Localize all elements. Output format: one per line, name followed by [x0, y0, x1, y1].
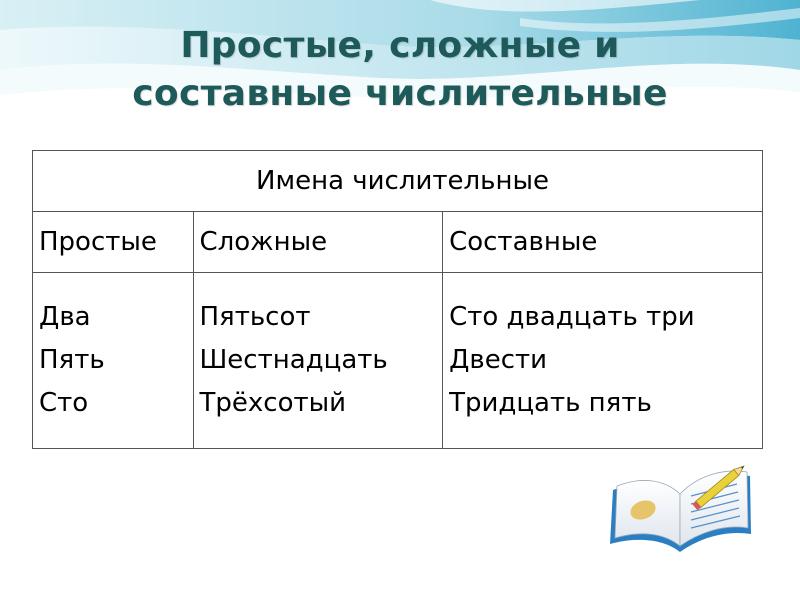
- value-item: Трёхсотый: [199, 388, 347, 418]
- value-item: Двести: [449, 345, 548, 375]
- value-item: Пятьсот: [199, 302, 311, 332]
- numerals-table: [32, 150, 763, 449]
- value-item: Тридцать пять: [449, 388, 652, 418]
- complex-values-cell: [193, 273, 443, 449]
- value-item: Пять: [39, 345, 105, 375]
- table-types-row: [33, 212, 763, 273]
- column-header-compound: Составные: [443, 212, 763, 273]
- simple-values-cell: [33, 273, 194, 449]
- open-book-with-pencil-icon: [605, 450, 755, 560]
- value-item: Шестнадцать: [199, 345, 388, 375]
- table-header-label: Имена числительные: [256, 166, 549, 196]
- slide-title-line-1: Простые, сложные и: [180, 25, 620, 66]
- column-header-complex: Сложные: [193, 212, 443, 273]
- table-header-cell: [33, 151, 763, 212]
- value-item: Два: [39, 302, 91, 332]
- value-item: Сто: [39, 388, 89, 418]
- slide-title-line-2: составные числительные: [132, 73, 668, 114]
- column-header-simple: Простые: [33, 212, 194, 273]
- compound-values-cell: [443, 273, 763, 449]
- slide-title: [0, 22, 800, 118]
- table-values-row: [33, 273, 763, 449]
- table-header-row: [33, 151, 763, 212]
- value-item: Сто двадцать три: [449, 302, 695, 332]
